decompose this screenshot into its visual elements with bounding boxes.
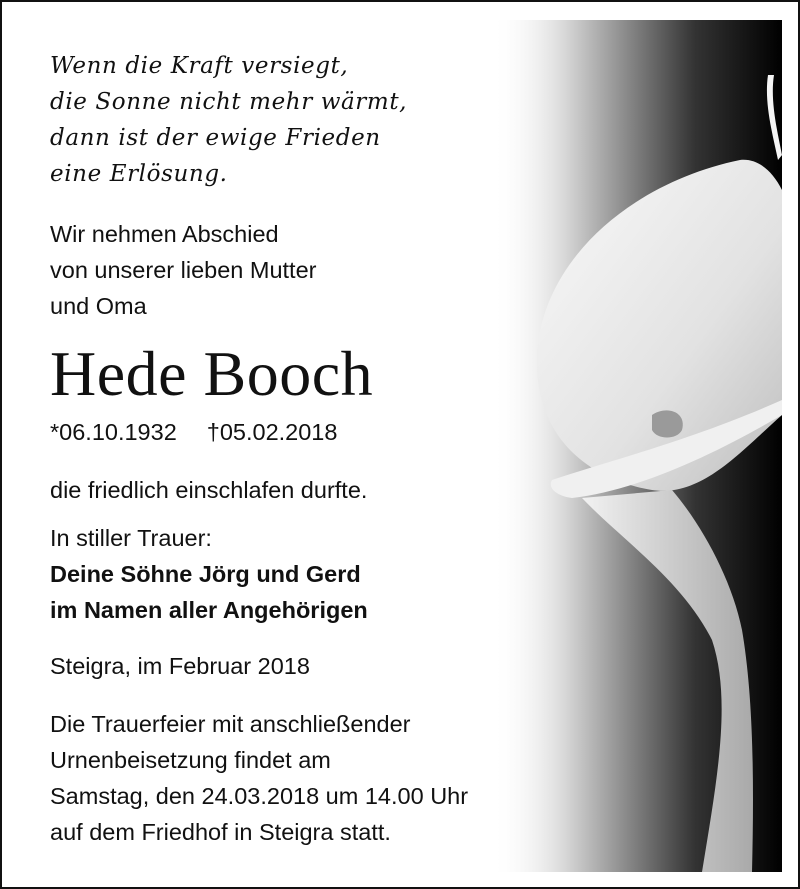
- funeral-line: Samstag, den 24.03.2018 um 14.00 Uhr: [50, 783, 469, 809]
- calla-lily-image: [492, 20, 782, 872]
- funeral-line: auf dem Friedhof in Steigra statt.: [50, 819, 391, 845]
- poem-line: dann ist der ewige Frieden: [50, 125, 381, 151]
- intro-line: von unserer lieben Mutter: [50, 257, 317, 283]
- mourners-block: [50, 520, 368, 628]
- poem-line: Wenn die Kraft versiegt,: [50, 53, 349, 79]
- poem-line: die Sonne nicht mehr wärmt,: [50, 89, 408, 115]
- poem: [50, 48, 407, 192]
- poem-line: eine Erlösung.: [50, 161, 228, 187]
- farewell-intro: [50, 216, 316, 324]
- funeral-line: Urnenbeisetzung findet am: [50, 747, 331, 773]
- birth-date: *06.10.1932: [50, 419, 177, 445]
- intro-line: Wir nehmen Abschied: [50, 221, 279, 247]
- deceased-name: Hede Booch: [50, 338, 374, 409]
- place-date: Steigra, im Februar 2018: [50, 653, 310, 679]
- mourner-line: im Namen aller Angehörigen: [50, 597, 368, 623]
- death-date: †05.02.2018: [206, 419, 338, 445]
- mourner-line: Deine Söhne Jörg und Gerd: [50, 561, 361, 587]
- intro-line: und Oma: [50, 293, 147, 319]
- peaceful-statement: die friedlich einschlafen durfte.: [50, 477, 368, 503]
- funeral-line: Die Trauerfeier mit anschließender: [50, 711, 411, 737]
- mourning-intro: In stiller Trauer:: [50, 525, 212, 551]
- life-dates: [50, 414, 337, 450]
- funeral-info: [50, 706, 468, 850]
